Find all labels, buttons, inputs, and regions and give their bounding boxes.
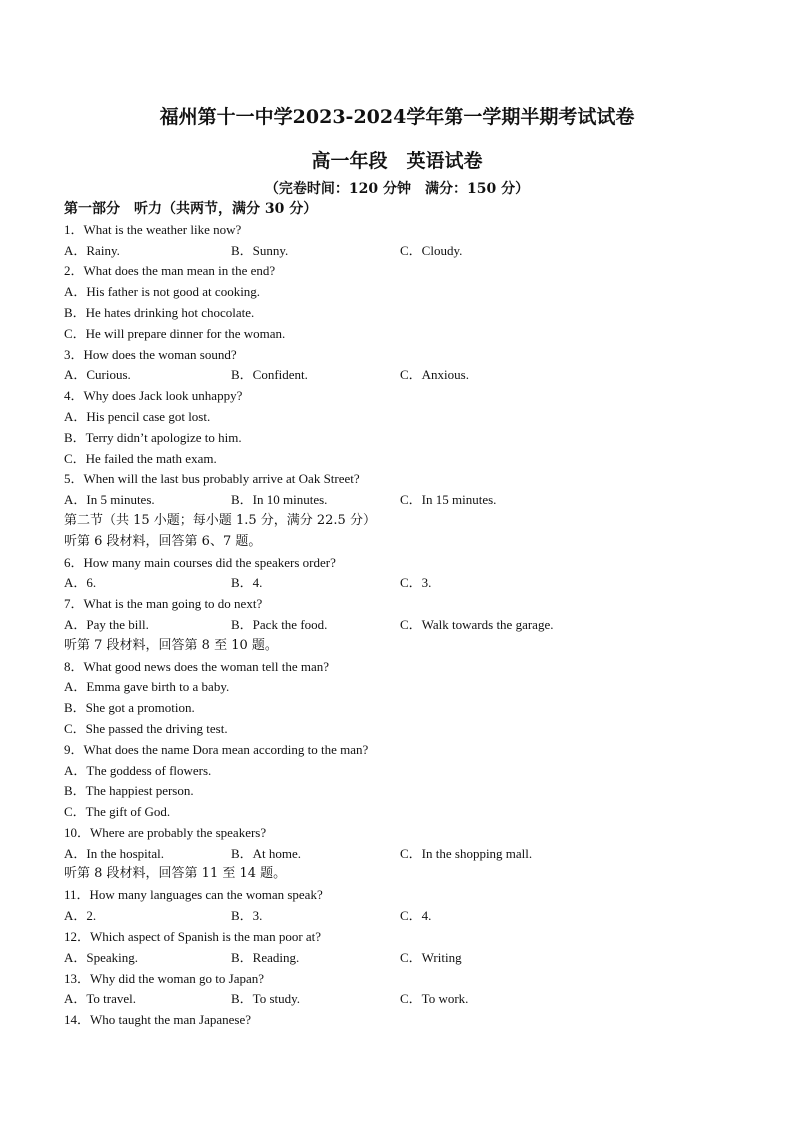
question-13-option-b: B．To study. (231, 991, 301, 1006)
question-5-option-a: A．In 5 minutes. (64, 492, 155, 507)
question-10-stem: 10．Where are probably the speakers? (64, 825, 267, 840)
question-7-option-b: B．Pack the food. (231, 617, 328, 632)
question-11-option-b: B．3. (231, 908, 263, 923)
question-3-option-c: C．Anxious. (400, 367, 469, 382)
question-9-option-b: B．The happiest person. (64, 783, 194, 798)
question-6-stem: 6．How many main courses did the speakers order? (64, 555, 336, 570)
section2-heading: 第二节（共 15 小题；每小题 1.5 分，满分 22.5 分） (64, 513, 376, 528)
question-12-stem: 12．Which aspect of Spanish is the man poor at? (64, 929, 322, 944)
question-4-option-a: A．His pencil case got lost. (64, 409, 211, 424)
instruction-passage-6: 听第 6 段材料，回答第 6、7 题。 (64, 534, 262, 549)
question-4-option-c: C．He failed the math exam. (64, 451, 217, 466)
question-6-option-b: B．4. (231, 575, 263, 590)
question-7-option-a: A．Pay the bill. (64, 617, 149, 632)
question-5-option-c: C．In 15 minutes. (400, 492, 497, 507)
question-5-stem: 5．When will the last bus probably arrive at Oak Street? (64, 471, 360, 486)
question-12-option-a: A．Speaking. (64, 950, 139, 965)
question-13-option-a: A．To travel. (64, 991, 137, 1006)
exam-title: 福州第十一中学2023-2024学年第一学期半期考试试卷 (159, 106, 635, 128)
question-2-option-b: B．He hates drinking hot chocolate. (64, 305, 255, 320)
question-11-stem: 11．How many languages can the woman speak? (64, 887, 323, 902)
question-6-option-a: A．6. (64, 575, 97, 590)
question-1-option-c: C．Cloudy. (400, 243, 463, 258)
question-10-option-b: B．At home. (231, 846, 302, 861)
question-14-stem: 14．Who taught the man Japanese? (64, 1012, 251, 1027)
instruction-passage-7: 听第 7 段材料，回答第 8 至 10 题。 (64, 638, 278, 653)
question-11-option-c: C．4. (400, 908, 432, 923)
question-2-stem: 2．What does the man mean in the end? (64, 263, 276, 278)
question-1-stem: 1．What is the weather like now? (64, 222, 242, 237)
question-12-option-c: C．Writing (400, 950, 462, 965)
question-3-option-a: A．Curious. (64, 367, 131, 382)
question-12-option-b: B．Reading. (231, 950, 300, 965)
question-10-option-a: A．In the hospital. (64, 846, 165, 861)
question-4-stem: 4．Why does Jack look unhappy? (64, 388, 243, 403)
part1-heading: 第一部分 听力（共两节，满分 30 分） (64, 201, 318, 217)
question-3-stem: 3．How does the woman sound? (64, 347, 237, 362)
question-7-stem: 7．What is the man going to do next? (64, 596, 263, 611)
exam-subtitle: 高一年段 英语试卷 (311, 150, 483, 172)
question-8-option-a: A．Emma gave birth to a baby. (64, 679, 230, 694)
question-9-option-c: C．The gift of God. (64, 804, 171, 819)
question-5-option-b: B．In 10 minutes. (231, 492, 328, 507)
question-7-option-c: C．Walk towards the garage. (400, 617, 554, 632)
question-2-option-c: C．He will prepare dinner for the woman. (64, 326, 286, 341)
question-2-option-a: A．His father is not good at cooking. (64, 284, 261, 299)
question-3-option-b: B．Confident. (231, 367, 308, 382)
question-1-option-a: A．Rainy. (64, 243, 120, 258)
question-8-option-c: C．She passed the driving test. (64, 721, 228, 736)
question-8-option-b: B．She got a promotion. (64, 700, 195, 715)
question-10-option-c: C．In the shopping mall. (400, 846, 533, 861)
question-9-option-a: A．The goddess of flowers. (64, 763, 212, 778)
question-6-option-c: C．3. (400, 575, 432, 590)
question-8-stem: 8．What good news does the woman tell the man? (64, 659, 329, 674)
question-9-stem: 9．What does the name Dora mean according to the man? (64, 742, 369, 757)
instruction-passage-8: 听第 8 段材料，回答第 11 至 14 题。 (64, 866, 287, 881)
question-11-option-a: A．2. (64, 908, 97, 923)
question-1-option-b: B．Sunny. (231, 243, 289, 258)
question-13-option-c: C．To work. (400, 991, 469, 1006)
question-13-stem: 13．Why did the woman go to Japan? (64, 971, 265, 986)
question-4-option-b: B．Terry didn’t apologize to him. (64, 430, 242, 445)
exam-info: （完卷时间：120 分钟 满分：150 分） (264, 181, 530, 197)
